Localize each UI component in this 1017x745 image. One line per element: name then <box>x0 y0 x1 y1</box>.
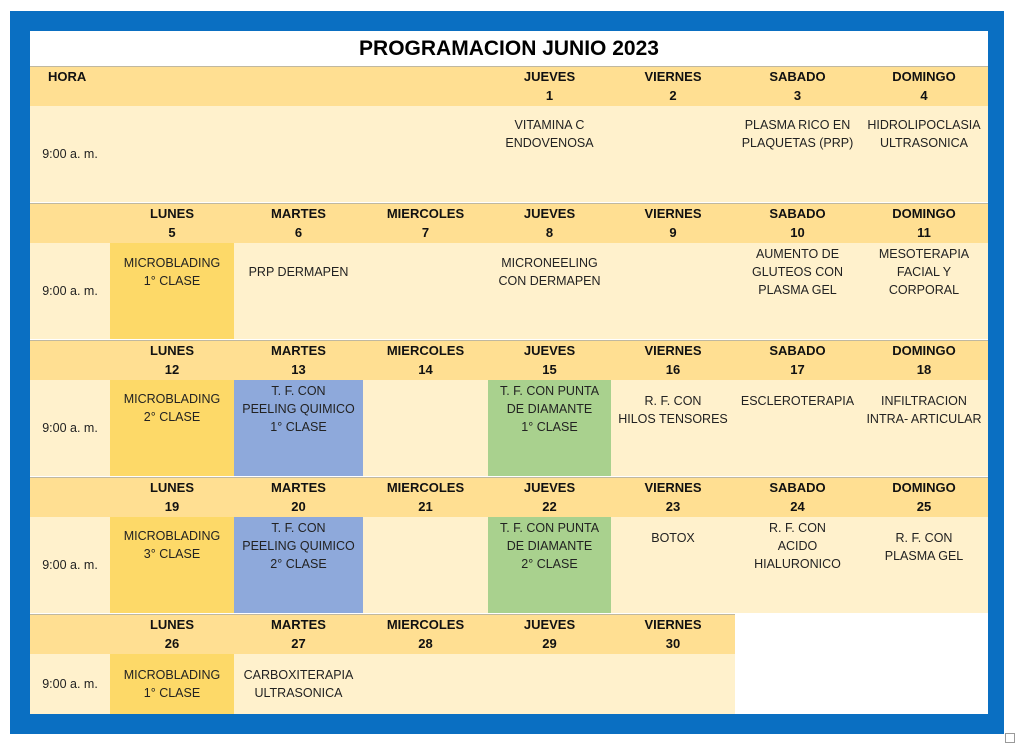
day-number: 1 <box>545 88 554 103</box>
day-name: JUEVES <box>523 69 576 84</box>
day-number: 28 <box>418 636 433 651</box>
day-number: 13 <box>291 362 306 377</box>
day-number: 17 <box>790 362 805 377</box>
day-number: 27 <box>291 636 306 651</box>
day-name: MIERCOLES <box>386 617 465 632</box>
day-number: 25 <box>916 499 932 514</box>
day-name: VIERNES <box>644 206 702 221</box>
time-slot: 9:00 a. m. <box>42 421 98 435</box>
event-cell: T. F. CON PUNTA DE DIAMANTE 1° CLASE <box>488 380 611 476</box>
day-name: VIERNES <box>644 69 702 84</box>
time-slot: 9:00 a. m. <box>42 677 98 691</box>
day-name: MARTES <box>271 206 326 221</box>
hora-label: HORA <box>48 69 87 84</box>
day-name: LUNES <box>149 343 195 358</box>
day-name: JUEVES <box>523 343 576 358</box>
event-cell: R. F. CON PLASMA GEL <box>884 531 964 563</box>
event-cell: MESOTERAPIA FACIAL Y CORPORAL <box>878 247 970 297</box>
event-cell: PRP DERMAPEN <box>248 265 349 279</box>
day-number: 12 <box>164 362 180 377</box>
event-cell: MICROBLADING 1° CLASE <box>110 243 234 339</box>
day-name: DOMINGO <box>892 343 956 358</box>
time-slot: 9:00 a. m. <box>42 558 98 572</box>
day-number: 19 <box>164 499 180 514</box>
day-number: 4 <box>920 88 928 103</box>
day-number: 2 <box>669 88 677 103</box>
event-cell: MICROBLADING 1° CLASE <box>110 654 234 714</box>
day-number: 6 <box>294 225 303 240</box>
day-number: 15 <box>542 362 557 377</box>
event-cell: MICROBLADING 3° CLASE <box>110 517 234 613</box>
event-cell: AUMENTO DE GLUTEOS CON PLASMA GEL <box>752 247 843 297</box>
resize-handle[interactable] <box>1005 733 1015 743</box>
event-cell: INFILTRACION INTRA- ARTICULAR <box>866 394 982 426</box>
day-number: 21 <box>418 499 433 514</box>
day-name: DOMINGO <box>892 480 956 495</box>
day-name: LUNES <box>149 617 195 632</box>
event-cell: HIDROLIPOCLASIA ULTRASONICA <box>867 118 981 150</box>
day-number: 14 <box>418 362 433 377</box>
day-name: VIERNES <box>644 480 702 495</box>
day-name: JUEVES <box>523 206 576 221</box>
day-name: MARTES <box>271 617 326 632</box>
time-slot: 9:00 a. m. <box>42 147 98 161</box>
day-number: 11 <box>917 225 931 240</box>
day-number: 29 <box>542 636 557 651</box>
day-number: 8 <box>545 225 554 240</box>
day-name: SABADO <box>769 206 826 221</box>
day-name: MIERCOLES <box>386 343 465 358</box>
page-title: PROGRAMACION JUNIO 2023 <box>359 37 659 60</box>
day-number: 24 <box>790 499 805 514</box>
event-cell: R. F. CON HILOS TENSORES <box>618 394 728 426</box>
event-cell: PLASMA RICO EN PLAQUETAS (PRP) <box>741 118 854 150</box>
day-name: MIERCOLES <box>386 206 465 221</box>
day-name: VIERNES <box>644 343 702 358</box>
day-number: 7 <box>421 225 430 240</box>
day-name: MARTES <box>271 480 326 495</box>
event-cell: VITAMINA C ENDOVENOSA <box>505 118 594 150</box>
day-name: DOMINGO <box>892 206 956 221</box>
event-cell: T. F. CON PUNTA DE DIAMANTE 2° CLASE <box>488 517 611 613</box>
day-name: LUNES <box>149 480 195 495</box>
day-number: 18 <box>916 362 932 377</box>
day-name: JUEVES <box>523 617 576 632</box>
event-cell: MICRONEELING CON DERMAPEN <box>498 256 601 288</box>
day-number: 9 <box>669 225 677 240</box>
time-slot: 9:00 a. m. <box>42 284 98 298</box>
day-number: 23 <box>665 499 681 514</box>
day-number: 10 <box>790 225 805 240</box>
day-number: 5 <box>168 225 176 240</box>
event-cell: ESCLEROTERAPIA <box>740 394 855 408</box>
event-cell: BOTOX <box>651 531 695 545</box>
event-cell: T. F. CON PEELING QUIMICO 2° CLASE <box>234 517 363 613</box>
event-cell: MICROBLADING 2° CLASE <box>110 380 234 476</box>
day-name: LUNES <box>149 206 195 221</box>
day-number: 3 <box>793 88 802 103</box>
day-name: VIERNES <box>644 617 702 632</box>
day-name: SABADO <box>769 343 826 358</box>
day-name: DOMINGO <box>892 69 956 84</box>
day-number: 30 <box>665 636 681 651</box>
event-cell: T. F. CON PEELING QUIMICO 1° CLASE <box>234 380 363 476</box>
event-cell: R. F. CON ACIDO HIALURONICO <box>754 521 841 571</box>
day-number: 20 <box>291 499 306 514</box>
day-number: 22 <box>542 499 557 514</box>
day-name: SABADO <box>769 480 826 495</box>
event-cell: CARBOXITERAPIA ULTRASONICA <box>243 668 354 700</box>
day-name: MIERCOLES <box>386 480 465 495</box>
day-number: 26 <box>164 636 180 651</box>
day-name: MARTES <box>271 343 326 358</box>
day-number: 16 <box>665 362 681 377</box>
day-name: SABADO <box>769 69 826 84</box>
day-name: JUEVES <box>523 480 576 495</box>
